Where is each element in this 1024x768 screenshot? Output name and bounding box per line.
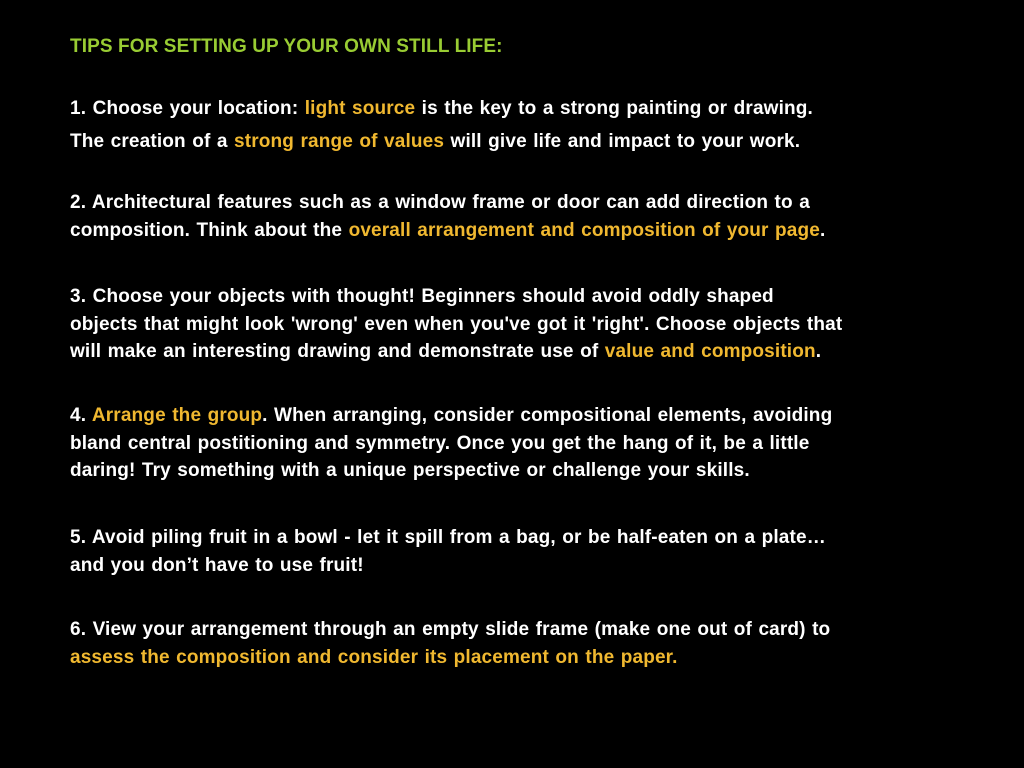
highlighted-text: value and composition	[604, 341, 816, 362]
tip-text: objects that might look 'wrong' even when you've got it 'right'. Choose objects that	[70, 313, 843, 335]
tip-line	[70, 189, 825, 217]
tip-text: is the key to a strong painting or drawing.	[415, 98, 813, 119]
tip-5	[70, 524, 826, 579]
tip-text: .	[819, 219, 826, 241]
tip-line	[70, 311, 842, 339]
tip-text: composition. Think about the	[70, 219, 349, 241]
tip-text: 1. Choose your location:	[70, 98, 305, 119]
tip-text: 6. View your arrangement through an empty slide frame (make one out of card) to	[70, 619, 831, 640]
highlighted-text: assess the composition and consider its placement on the paper.	[70, 646, 678, 668]
highlighted-text: strong range of values	[234, 131, 445, 152]
tip-text: will give life and impact to your work.	[444, 131, 801, 152]
slide	[70, 34, 980, 668]
tip-line	[70, 524, 826, 552]
tip-text: . When arranging, consider compositional elements, avoiding	[262, 405, 833, 426]
tip-text: will make an interesting drawing and demonstrate use of	[70, 341, 605, 362]
tip-line	[70, 457, 832, 485]
tip-line	[70, 338, 842, 366]
tip-text: 3. Choose your objects with thought! Beginners should avoid oddly shaped	[70, 286, 774, 307]
tip-text: 5. Avoid piling fruit in a bowl - let it spill from a bag, or be half-eaten on a plate…	[70, 527, 826, 548]
highlighted-text: Arrange the group	[91, 405, 263, 426]
tip-2	[70, 189, 825, 244]
tip-line	[70, 430, 832, 458]
tip-1	[70, 92, 813, 158]
tip-line	[70, 552, 826, 580]
tip-line	[70, 402, 832, 430]
tip-4	[70, 402, 832, 485]
tip-line	[70, 616, 830, 644]
tip-text: daring! Try something with a unique perspective or challenge your skills.	[70, 460, 750, 481]
highlighted-text: overall arrangement and composition of your page	[348, 219, 820, 241]
tip-text: .	[815, 341, 822, 362]
tip-text: and you don’t have to use fruit!	[70, 554, 364, 576]
tip-text: bland central postitioning and symmetry. Once you get the hang of it, be a little	[70, 432, 810, 454]
tip-line	[70, 125, 813, 158]
tip-3	[70, 283, 842, 366]
tip-line	[70, 217, 825, 245]
tip-6	[70, 616, 830, 671]
tip-text: 4.	[70, 405, 92, 426]
slide-title: TIPS FOR SETTING UP YOUR OWN STILL LIFE:	[70, 36, 503, 57]
tip-line	[70, 644, 830, 672]
tip-text: 2. Architectural features such as a window frame or door can add direction to a	[70, 192, 810, 213]
highlighted-text: light source	[304, 98, 416, 119]
tip-line	[70, 283, 842, 311]
tip-text: The creation of a	[70, 131, 235, 152]
tip-line	[70, 92, 813, 125]
